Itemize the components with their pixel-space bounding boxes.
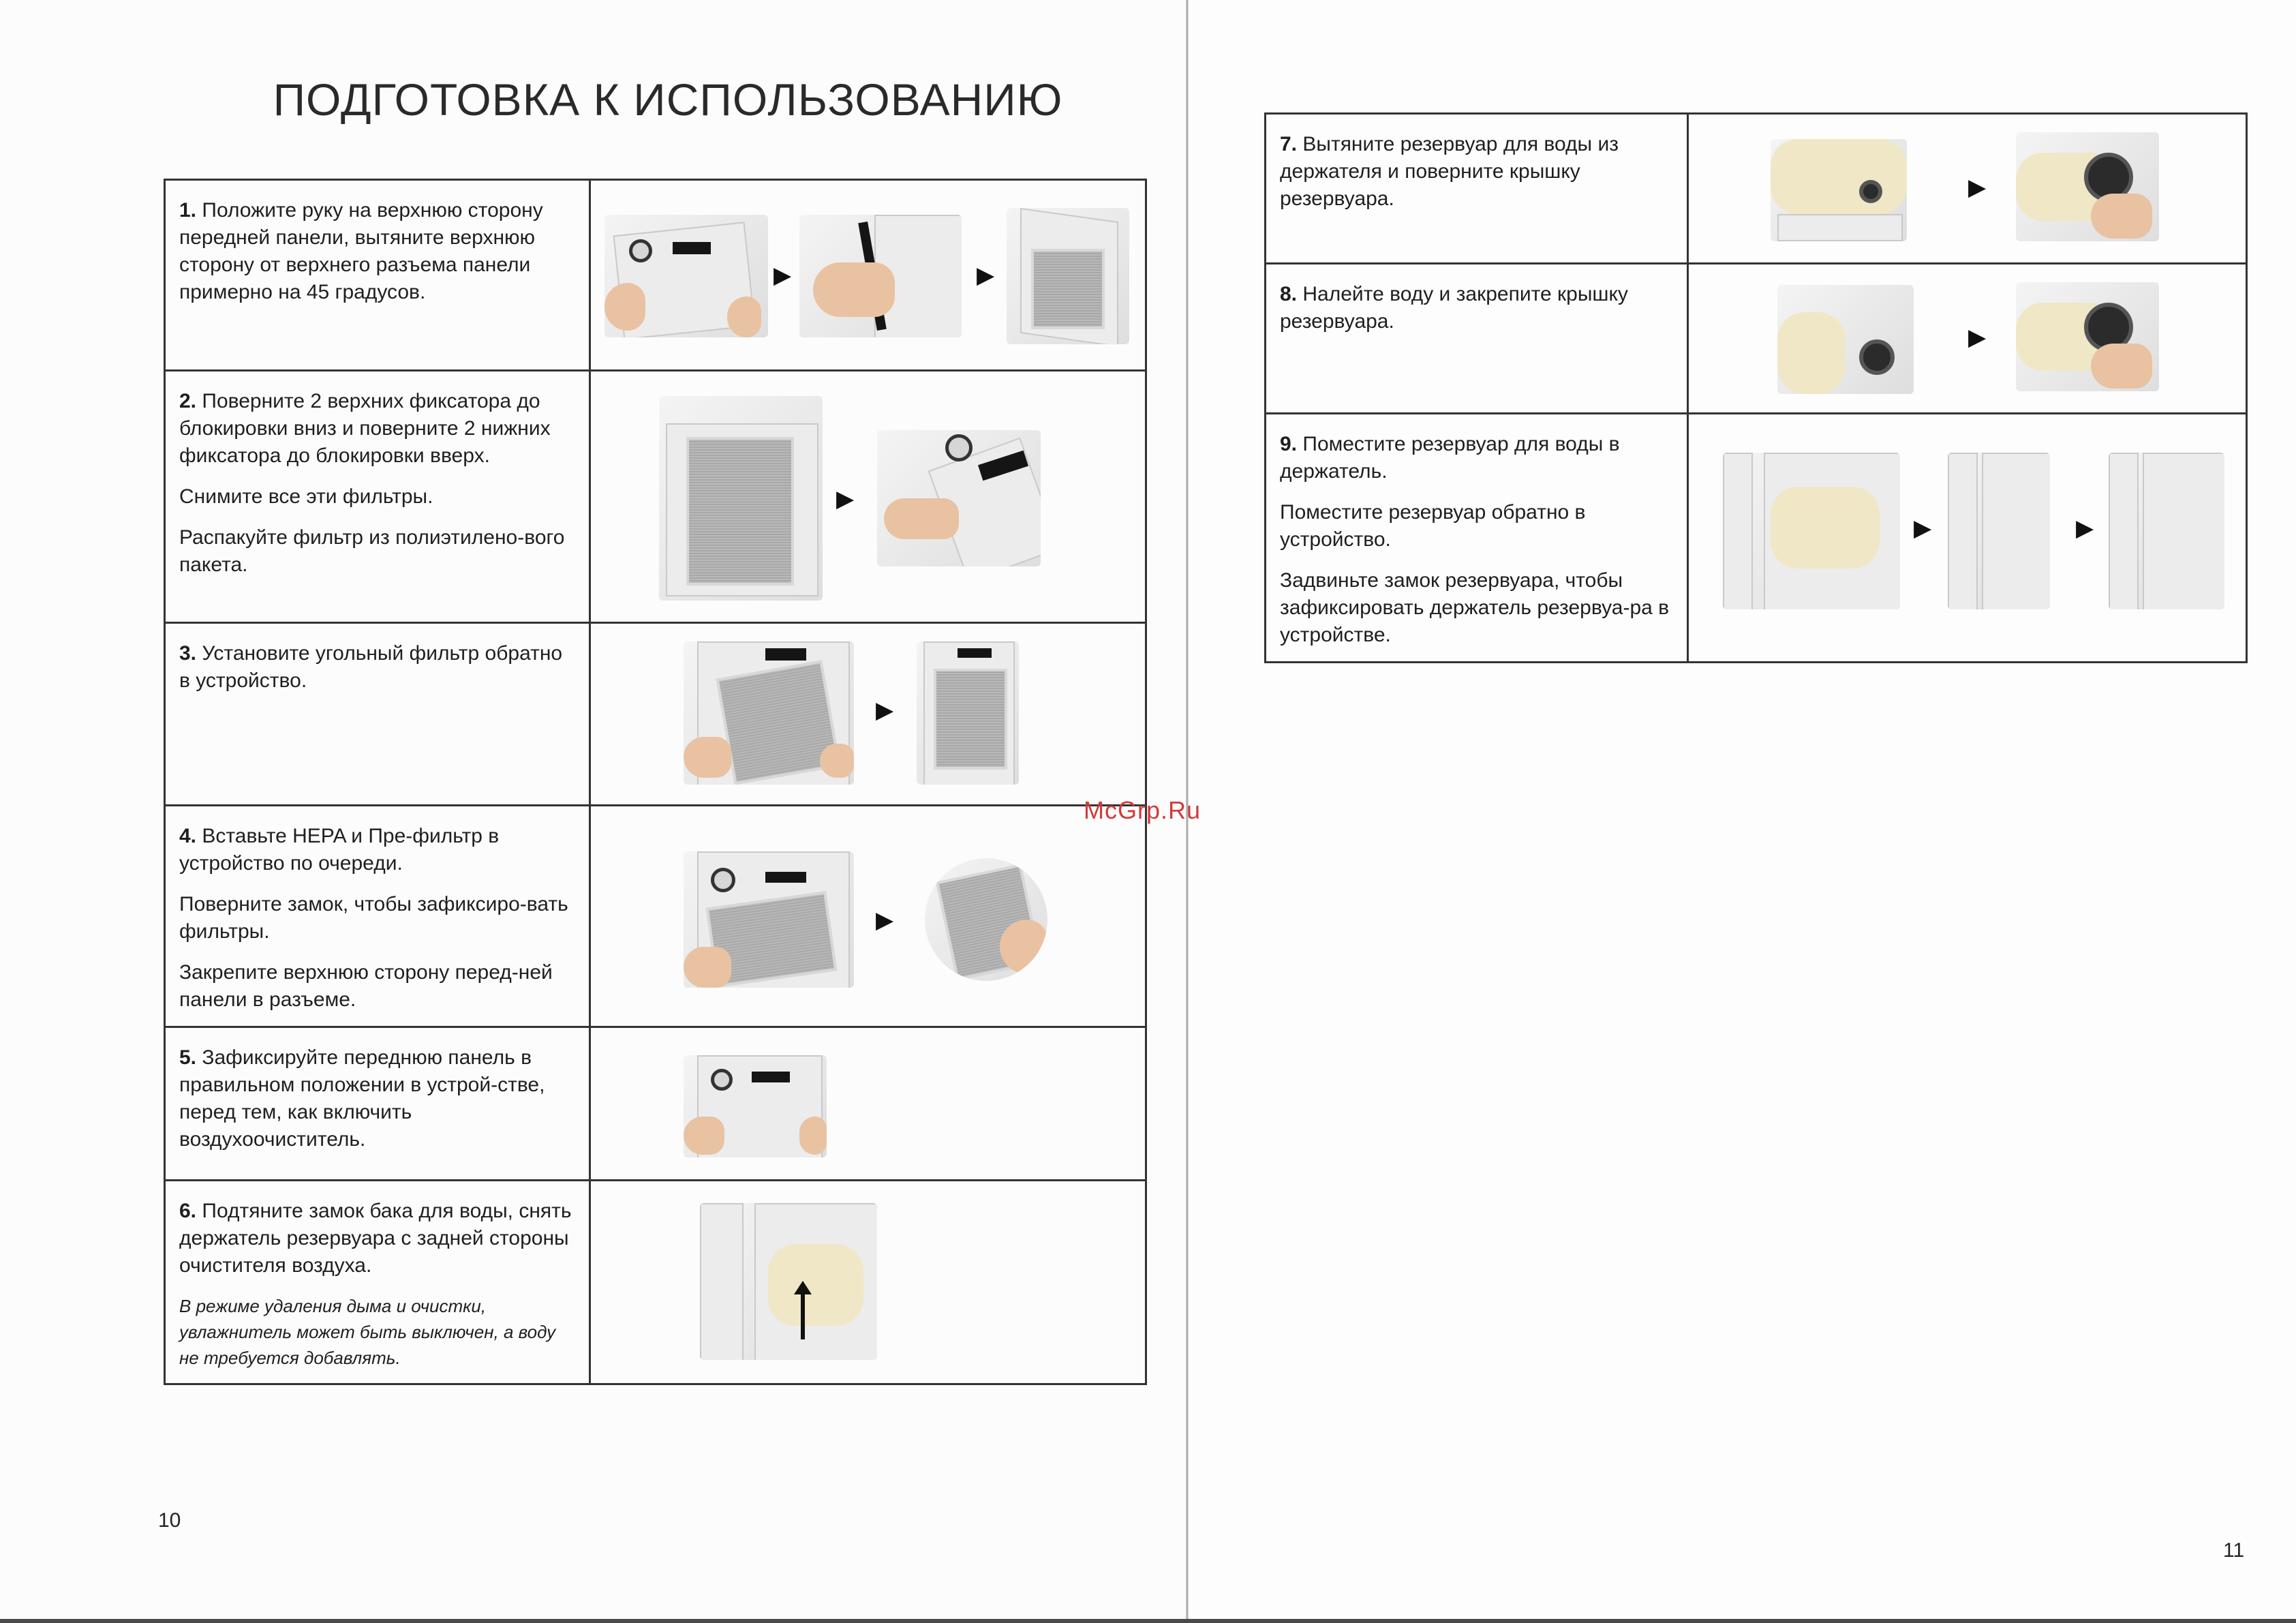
step-text-4 xyxy=(165,806,590,1027)
step-paragraph: Поверните 2 верхних фиксатора до блокировки вниз и поверните 2 нижних фиксатора до блокировки вверх. xyxy=(179,390,551,467)
step-number: 1. xyxy=(179,199,197,222)
step-number: 8. xyxy=(1280,283,1298,305)
tank-lock-photo xyxy=(700,1203,877,1360)
step-illustration-9 xyxy=(1688,414,2247,663)
step-text-2 xyxy=(165,371,590,623)
page-number-right: 11 xyxy=(2223,1539,2245,1562)
carbon-filter-installed-photo xyxy=(917,641,1019,785)
step-illustration-8 xyxy=(1688,264,2247,414)
cap-rotate-photo xyxy=(2016,132,2159,241)
step-illustration-6 xyxy=(590,1181,1146,1384)
step-paragraph: Вытяните резервуар для воды из держателя и поверните крышку резервуара. xyxy=(1280,133,1619,210)
step-paragraph: Задвиньте замок резервуара, чтобы зафиксировать держатель резервуа-ра в устройстве. xyxy=(1280,569,1670,646)
next-arrow-icon: ▶ xyxy=(977,262,995,288)
step-text-1 xyxy=(165,180,590,371)
step-paragraph: Поместите резервуар обратно в устройство. xyxy=(1280,501,1586,551)
step-row-7 xyxy=(1266,114,2247,264)
step-paragraph: Распакуйте фильтр из полиэтилено-вого пакета. xyxy=(179,526,565,576)
step-row-2 xyxy=(165,371,1146,623)
filter-front-photo xyxy=(659,396,823,601)
tank-inserted-photo xyxy=(1948,453,2050,609)
cap-fix-photo xyxy=(2016,282,2159,391)
step-paragraph: Зафиксируйте переднюю панель в правильном положении в устрой-стве, перед тем, как включить воздухоочиститель. xyxy=(179,1046,545,1151)
step-row-8 xyxy=(1266,264,2247,414)
step-paragraph: Закрепите верхнюю сторону перед-ней панели в разъеме. xyxy=(179,961,553,1011)
filter-lock-closeup-photo xyxy=(925,858,1047,981)
step-paragraph: Поместите резервуар для воды в держатель. xyxy=(1280,433,1620,483)
tank-place-photo xyxy=(1723,453,1900,609)
step-text-7 xyxy=(1266,114,1688,264)
next-arrow-icon: ▶ xyxy=(1968,324,1987,350)
step-illustration-4 xyxy=(590,806,1146,1027)
step-row-4 xyxy=(165,806,1146,1027)
step-illustration-2 xyxy=(590,371,1146,623)
device-panel-photo xyxy=(604,215,768,337)
next-arrow-icon: ▶ xyxy=(1914,515,1932,541)
step-paragraph: Установите угольный фильтр обратно в устройство. xyxy=(179,642,563,692)
step-paragraph: Снимите все эти фильтры. xyxy=(179,485,433,508)
panel-pull-photo xyxy=(799,215,962,337)
water-fill-photo xyxy=(1777,285,1914,394)
page-number-left: 10 xyxy=(158,1509,181,1532)
step-note: В режиме удаления дыма и очистки, увлажнитель может быть выключен, а воду не требуется добавлять. xyxy=(179,1296,556,1368)
step-illustration-1 xyxy=(590,180,1146,371)
next-arrow-icon: ▶ xyxy=(836,486,855,512)
carbon-filter-insert-photo xyxy=(684,641,854,785)
step-number: 6. xyxy=(179,1200,197,1222)
page-title: ПОДГОТОВКА К ИСПОЛЬЗОВАНИЮ xyxy=(273,74,1063,125)
step-paragraph: Положите руку на верхнюю сторону передней панели, вытяните верхнюю сторону от верхнего разъема панели примерно на 45 градусов. xyxy=(179,199,543,303)
step-number: 4. xyxy=(179,825,197,847)
tank-holder-photo xyxy=(1771,139,1907,241)
step-paragraph: Поверните замок, чтобы зафиксиро-вать фильтры. xyxy=(179,893,568,943)
step-number: 7. xyxy=(1280,133,1298,155)
next-arrow-icon: ▶ xyxy=(876,907,894,933)
watermark: McGrp.Ru xyxy=(1084,796,1201,824)
step-number: 3. xyxy=(179,642,197,665)
panel-tilted-photo xyxy=(1007,208,1129,344)
tank-locked-photo xyxy=(2109,453,2224,609)
hepa-insert-photo xyxy=(684,851,854,988)
next-arrow-icon: ▶ xyxy=(2076,515,2094,541)
step-number: 2. xyxy=(179,390,197,412)
step-text-8 xyxy=(1266,264,1688,414)
up-arrow-icon xyxy=(801,1292,805,1339)
step-text-5 xyxy=(165,1027,590,1181)
step-row-3 xyxy=(165,623,1146,806)
steps-table-right xyxy=(1264,112,2248,663)
step-row-6 xyxy=(165,1181,1146,1384)
step-text-3 xyxy=(165,623,590,806)
step-row-9 xyxy=(1266,414,2247,663)
next-arrow-icon: ▶ xyxy=(774,262,792,288)
step-paragraph: Налейте воду и закрепите крышку резервуара. xyxy=(1280,283,1628,333)
step-paragraph: Вставьте HEPA и Пре-фильтр в устройство по очереди. xyxy=(179,825,500,875)
next-arrow-icon: ▶ xyxy=(1968,175,1987,200)
step-number: 5. xyxy=(179,1046,197,1069)
steps-table-left xyxy=(164,179,1147,1385)
step-illustration-7 xyxy=(1688,114,2247,264)
front-panel-fix-photo xyxy=(684,1055,827,1157)
next-arrow-icon: ▶ xyxy=(876,697,894,723)
step-text-9 xyxy=(1266,414,1688,663)
step-illustration-5 xyxy=(590,1027,1146,1181)
step-illustration-3 xyxy=(590,623,1146,806)
step-number: 9. xyxy=(1280,433,1298,455)
step-row-5 xyxy=(165,1027,1146,1181)
step-row-1 xyxy=(165,180,1146,371)
latch-turn-photo xyxy=(877,430,1041,566)
step-text-6 xyxy=(165,1181,590,1384)
bottom-edge xyxy=(0,1619,2296,1623)
step-paragraph: Подтяните замок бака для воды, снять держатель резервуара с задней стороны очистителя воздуха. xyxy=(179,1200,572,1277)
